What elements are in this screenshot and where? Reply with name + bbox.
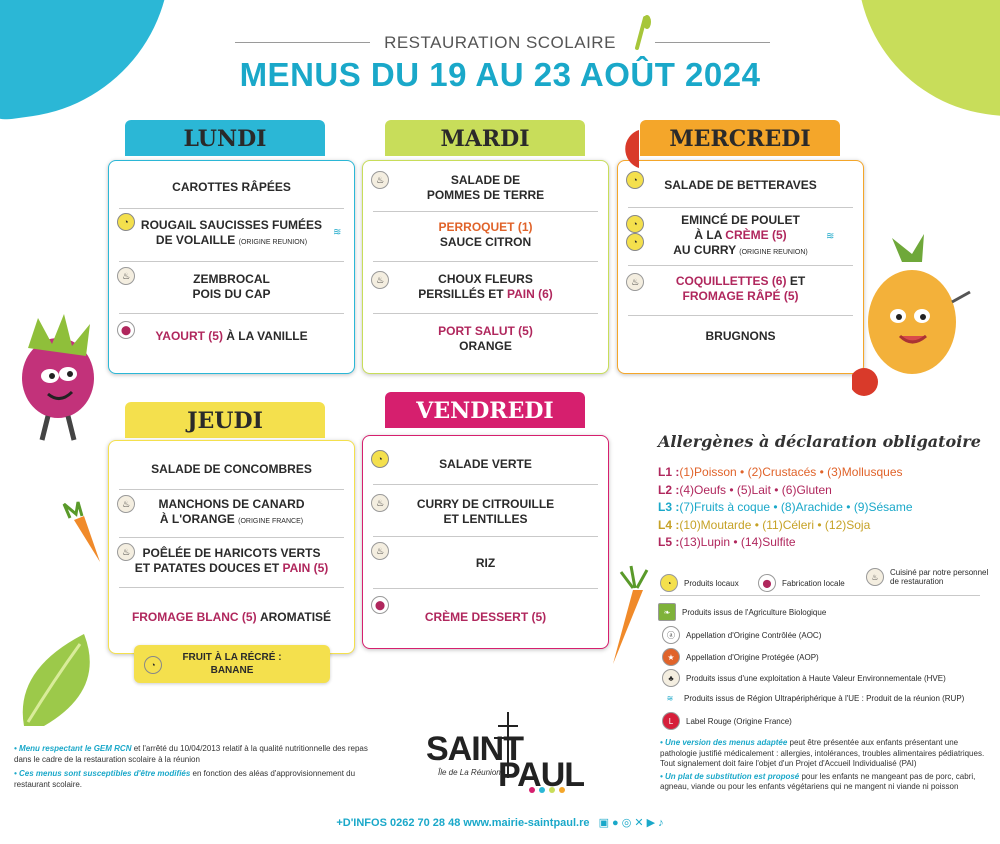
allergen-text: (7)Fruits à coque • (8)Arachide • (9)Sésame [679,500,913,514]
divider [373,261,598,262]
local-product-icon: ◔ [144,656,162,674]
note-text: en fonction des aléas d'approvisionnement du restaurant scolaire. [14,769,356,789]
divider [628,207,853,208]
divider [373,313,598,314]
menu-item [363,269,608,305]
local-product-icon: ◔ [626,215,644,233]
logo-text: PAUL [498,756,585,794]
legend-label: Label Rouge (Origine France) [686,716,792,726]
legend-label: Appellation d'Origine Protégée (AOP) [686,652,819,662]
legend-label: Fabrication locale [782,578,845,588]
menu-item-line: CHOUX FLEURS [438,272,533,286]
divider [628,315,853,316]
menu-item-text: PAIN (5) [282,561,329,575]
allergens-title: Allergènes à déclaration obligatoire [658,432,981,451]
note [14,769,374,790]
mango-mascot-illustration [852,232,982,412]
note [660,772,990,793]
menu-item-text: À LA [694,227,722,242]
tab-vendredi: VENDREDI [385,392,585,428]
menu-item-line: ZEMBROCAL [193,272,270,286]
menu-item-text: DE VOLAILLE [155,233,236,247]
legend-label: Produits issus d'une exploitation à Haute Valeur Environnementale (HVE) [686,673,946,683]
origin-note: (ORIGINE FRANCE) [238,518,304,525]
menu-item-line: POÊLÉE DE HARICOTS VERTS [142,546,321,560]
allergen-text: (13)Lupin • (14)Sulfite [679,535,796,549]
menu-card-mercredi [617,160,864,374]
menu-item-text: AROMATISÉ [259,609,332,624]
menu-item [109,543,354,579]
menu-item-text: AU CURRY [673,242,736,257]
logo-text: SAINT [426,730,523,768]
menu-item-line [156,233,307,250]
legend-fabrication [758,574,868,592]
menu-item-line: POMMES DE TERRE [426,188,545,202]
menu-item-line: ORANGE [459,339,512,353]
rup-icon: ≋ [666,693,674,703]
menu-card-jeudi [108,440,355,654]
menu-item-text: YAOURT (5) [155,328,223,343]
allergen-line [658,499,988,517]
allergen-line [658,482,988,500]
allergens-list [658,464,988,552]
legend-cook [866,568,990,586]
menu-item: BRUGNONS [705,328,776,343]
cook-icon: ♨ [117,543,135,561]
menu-item-line: PORT SALUT (5) [438,324,533,338]
menu-item-line [135,561,329,576]
legend-aop [662,648,819,666]
divider [373,484,598,485]
menu-item: SALADE VERTE [439,456,532,471]
menu-card-vendredi [362,435,609,649]
allergen-code: L1 : [658,465,680,479]
menu-item-line: ROUGAIL SAUCISSES FUMÉES [140,218,323,232]
recre-value: BANANE [210,665,254,676]
menu-item-line [418,287,552,302]
cook-icon: ♨ [371,494,389,512]
divider [373,211,598,212]
divider [119,208,344,209]
note-bold: • Menu respectant le GEM RCN [14,744,132,753]
cook-icon: ♨ [866,568,884,586]
tab-mardi: MARDI [385,120,585,156]
dragonfruit-mascot-illustration [8,308,118,448]
menu-item [363,171,608,205]
allergen-line [658,534,988,552]
menu-card-lundi [108,160,355,374]
menu-item [363,602,608,632]
menu-item-line: EMINCÉ DE POULET [681,212,800,227]
menu-item [109,267,354,307]
cutlery-icon [625,12,655,52]
note-bold: • Ces menus sont susceptibles d'être modifiés [14,769,191,778]
menu-item-text: PAIN (6) [506,287,553,301]
note-bold: • Une version des menus adaptée [660,738,788,747]
recre-label: FRUIT À LA RÉCRÉ : [182,652,282,663]
recre-box [134,645,330,683]
legend-bio [658,603,826,621]
local-product-icon: ◔ [626,233,644,251]
menu-item-line: FROMAGE RÂPÉ (5) [682,289,799,303]
page-kicker: RESTAURATION SCOLAIRE [384,33,616,52]
allergen-code: L4 : [658,517,680,532]
menu-item [363,321,608,357]
allergen-text: (10)Moutarde • (11)Céleri • (12)Soja [679,517,871,532]
menu-item [109,321,354,351]
page-title: MENUS DU 19 AU 23 AOÛT 2024 [239,56,761,93]
cook-icon: ♨ [371,171,389,189]
legend-label: Produits locaux [684,578,739,588]
local-fabrication-icon: ⬤ [117,321,135,339]
aoc-icon: ⓐ [662,626,680,644]
menu-item-line: CURRY DE CITROUILLE [416,497,555,511]
aop-icon: ★ [662,648,680,666]
legend-label: Cuisiné par notre personnel de restauration [890,568,989,586]
menu-item [109,214,354,254]
cook-icon: ♨ [117,267,135,285]
menu-item-line: ET LENTILLES [443,512,528,526]
allergen-text: (1)Poisson • (2)Crustacés • (3)Mollusques [679,465,903,479]
divider [119,489,344,490]
menu-item-text: À L'ORANGE [159,512,235,526]
footer-text[interactable]: +D'INFOS 0262 70 28 48 www.mairie-saintpaul.re [336,817,590,829]
origin-note: (ORIGINE REUNION) [739,248,808,256]
tomato-slice-illustration [611,130,639,168]
divider [373,536,598,537]
allergen-line [658,517,988,535]
menu-item [109,495,354,531]
divider [119,313,344,314]
note [660,738,990,770]
note-text: peut être présentée aux enfants présentant une pathologie justifié médicalement : allergies, intolérances, troubles alimentaires pédiatriques. Tout signalement doit faire l'objet d'un Projet d'Accueil Individualisé (PAI) [660,738,985,768]
divider [119,587,344,588]
notes-right [660,738,990,793]
menu-item [363,494,608,530]
menu-item-line [694,228,786,243]
origin-note: (ORIGINE REUNION) [238,239,308,246]
menu-item: SALADE DE BETTERAVES [664,177,817,192]
menu-item: CAROTTES RÂPÉES [172,179,291,194]
note-text: pour les enfants ne mangeant pas de porc, cabri, agneau, viande ou pour les enfants végétariens qui ne mangent ni viande ni poisson [660,771,976,791]
notes-left [14,744,374,790]
tab-lundi: LUNDI [125,120,325,156]
menu-item-line: MANCHONS DE CANARD [158,497,305,511]
rup-icon: ≋ [333,227,342,238]
menu-item-text: PERSILLÉS ET [418,287,504,301]
menu-item [109,601,354,633]
divider [119,537,344,538]
legend-label-rouge [662,712,792,730]
legend-label: Produits issus de l'Agriculture Biologique [682,607,827,617]
menu-item-line [160,512,303,529]
saint-paul-logo [420,708,590,796]
note-bold: • Un plat de substitution est proposé [660,771,800,781]
recre-text [134,649,330,679]
menu-item-line: SALADE DE [450,173,521,187]
rup-icon: ≋ [826,231,835,242]
allergen-code: L3 : [658,500,680,514]
tab-mercredi: MERCREDI [640,120,840,156]
menu-item-line [676,274,805,289]
menu-item-text: FROMAGE BLANC (5) [131,609,257,624]
local-fabrication-icon: ⬤ [371,596,389,614]
menu-item-line [673,243,807,260]
menu-item-line: POIS DU CAP [192,287,271,301]
menu-item-text: ET [789,274,806,288]
local-product-icon: ◔ [626,171,644,189]
menu-item: SALADE DE CONCOMBRES [151,461,312,476]
bio-leaf-icon: ❧ [658,603,676,621]
tab-jeudi: JEUDI [125,402,325,438]
divider [373,588,598,589]
legend-label: Produits issus de Région Ultrapériphérique à l'UE : Produit de la réunion (RUP) [684,693,965,703]
menu-item-line: PERROQUET (1) [438,220,533,234]
cook-icon: ♨ [626,273,644,291]
menu-item-text: COQUILLETTES (6) [675,274,787,288]
menu-item [363,217,608,253]
legend-rup [662,690,964,706]
local-product-icon: ◔ [371,450,389,468]
menu-card-mardi [362,160,609,374]
legend-label: Appellation d'Origine Contrôlée (AOC) [686,630,822,640]
footer-contact [0,816,1000,829]
hve-icon: ♣ [662,669,680,687]
carrot-illustration [603,560,653,670]
cook-icon: ♨ [371,542,389,560]
legend-aoc [662,626,821,644]
logo-subtitle: Île de La Réunion [438,768,501,777]
cook-icon: ♨ [371,271,389,289]
divider [119,261,344,262]
divider [628,265,853,266]
label-rouge-icon: L [662,712,680,730]
allergen-code: L5 : [658,535,680,549]
local-product-icon: ◔ [660,574,678,592]
legend-local [660,574,760,592]
allergen-text: (4)Oeufs • (5)Lait • (6)Gluten [679,482,832,497]
allergen-line [658,464,988,482]
cook-icon: ♨ [117,495,135,513]
menu-item-text: ET PATATES DOUCES ET [134,561,280,575]
note [14,744,374,765]
social-icons[interactable]: ▣ ● ◎ ✕ ▶ ♪ [598,817,664,829]
carrot-illustration [60,500,110,570]
local-fabrication-icon: ⬤ [758,574,776,592]
allergen-code: L2 : [658,482,680,497]
local-product-icon: ◔ [117,213,135,231]
legend-divider [660,595,980,596]
menu-item-line: SAUCE CITRON [439,235,532,249]
menu-item-text: CRÈME DESSERT (5) [424,609,547,624]
menu-item [618,271,863,307]
menu-item-text: À LA VANILLE [226,328,308,343]
note-text: et l'arrêté du 10/04/2013 relatif à la qualité nutritionnelle des repas dans le cadre de la restauration scolaire à la réunion [14,744,368,764]
lettuce-leaf-illustration [14,630,104,730]
menu-item: RIZ [475,555,496,570]
menu-item-text: CRÈME (5) [725,227,787,242]
legend-hve [662,669,946,687]
